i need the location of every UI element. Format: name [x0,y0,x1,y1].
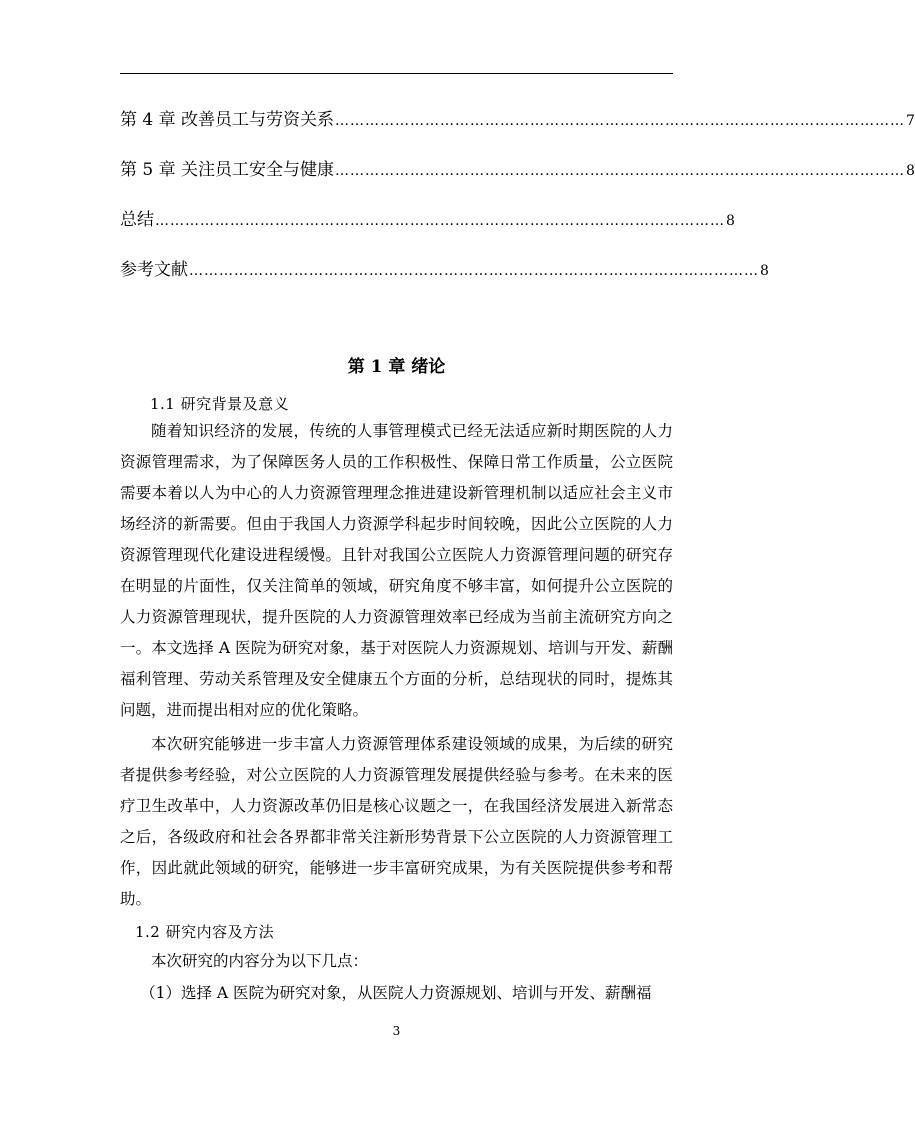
toc-label: 第 4 章 改善员工与劳资关系 [120,110,335,130]
toc-leader-dots: …………………………………………………………………………………………………… [189,263,759,279]
toc-entry-chapter-5[interactable] [120,155,915,180]
toc-entry-references[interactable] [120,255,769,280]
toc-leader-dots: …………………………………………………………………………………………………… [335,113,906,129]
toc-label: 总结 [120,210,154,230]
paragraph-background: 随着知识经济的发展，传统的人事管理模式已经无法适应新时期医院的人力资源管理需求，为了保障医务人员的工作积极性、保障日常工作质量，公立医院需要本着以人为中心的人力资源管理理念推进建设新管理机制以适应社会主义市场经济的新需要。但由于我国人力资源学科起步时间较晚，因此公立医院的人力资源管理现代化建设进程缓慢。且针对我国公立医院人力资源管理问题的研究存在明显的片面性，仅关注简单的领域，研究角度不够丰富，如何提升公立医院的人力资源管理现状，提升医院的人力资源管理效率已经成为当前主流研究方向之一。本文选择 A 医院为研究对象，基于对医院人力资源规划、培训与开发、薪酬福利管理、劳动关系管理及安全健康五个方面的分析，总结现状的同时，提炼其问题，进而提出相对应的优化策略。 [120,422,673,719]
toc-page-number: 8 [906,163,915,179]
chapter-title: 第 1 章 绪论 [347,357,446,377]
paragraph-content-intro: 本次研究的内容分为以下几点： [151,952,369,970]
toc-label: 参考文献 [120,260,188,280]
paragraph-content-item-1: （1）选择 A 医院为研究对象，从医院人力资源规划、培训与开发、薪酬福 [140,984,652,1002]
toc-leader-dots: …………………………………………………………………………………………………… [335,163,906,179]
toc-page-number: 7 [906,113,915,129]
paragraph-significance: 本次研究能够进一步丰富人力资源管理体系建设领域的成果，为后续的研究者提供参考经验，对公立医院的人力资源管理发展提供经验与参考。在未来的医疗卫生改革中，人力资源改革仍旧是核心议题之一，在我国经济发展进入新常态之后，各级政府和社会各界都非常关注新形势背景下公立医院的人力资源管理工作，因此就此领域的研究，能够进一步丰富研究成果，为有关医院提供参考和帮助。 [120,735,673,908]
toc-label: 第 5 章 关注员工安全与健康 [120,160,335,180]
page-number: 3 [392,1024,401,1038]
toc-entry-chapter-4[interactable] [120,105,915,130]
section-heading-1-2: 1.2 研究内容及方法 [135,923,275,941]
toc-entry-summary[interactable] [120,205,735,230]
header-rule [120,73,673,74]
toc-page-number: 8 [760,263,769,279]
toc-leader-dots: …………………………………………………………………………………………………… [155,213,725,229]
toc-page-number: 8 [726,213,735,229]
section-heading-1-1: 1.1 研究背景及意义 [150,395,290,413]
